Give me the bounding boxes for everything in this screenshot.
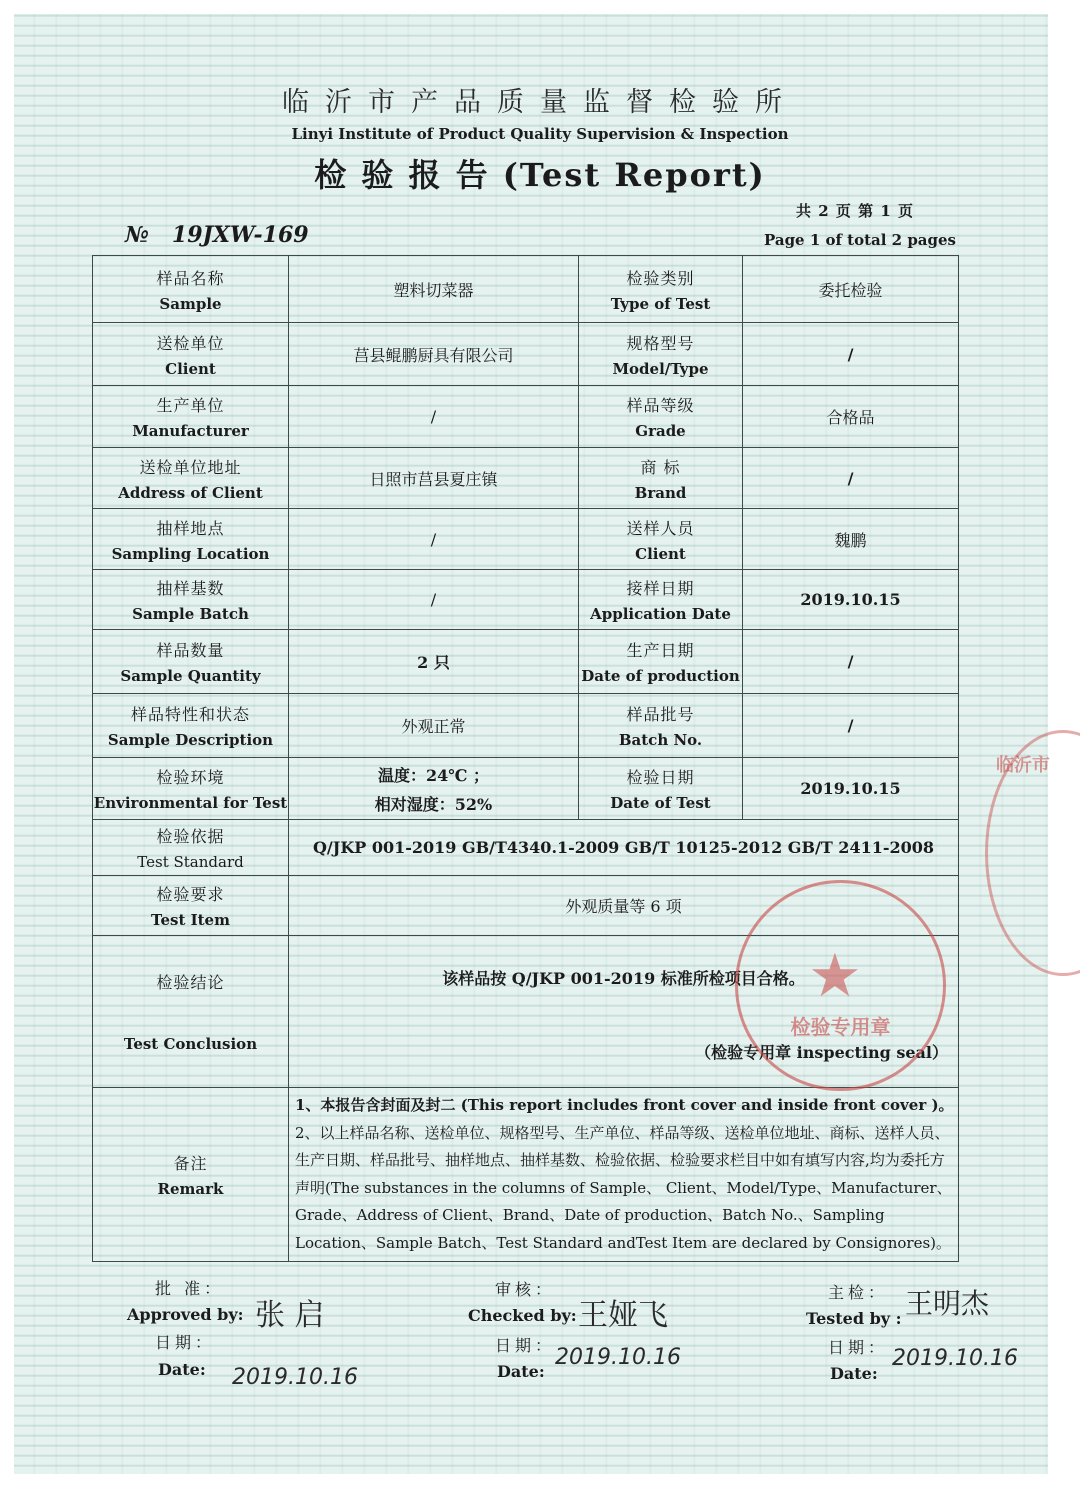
institute-name-en: Linyi Institute of Product Quality Supervision & Inspection xyxy=(291,125,789,143)
remark-line-2: 2、以上样品名称、送检单位、规格型号、生产单位、样品等级、送检单位地址、商标、送样人员、生产日期、样品批号、抽样地点、抽样基数、检验依据、检验要求栏目中如有填写内容,均为委托方声明(The substances in the columns of Sample、 Client、Model/Type、Manufacturer、Grade、Address of Client、Brand、Date of production、Batch No.、Sampling Location、Sample Batch、Test Standard andTest Item are declared by Consignores)。 xyxy=(295,1123,952,1252)
approved-date: 2019.10.16 xyxy=(232,1365,358,1390)
field-value: 魏鹏 xyxy=(743,509,959,570)
field-value: 莒县鲲鹏厨具有限公司 xyxy=(289,323,579,386)
partial-seal-text: 临沂市 xyxy=(996,755,1050,776)
field-label: 送检单位地址 Address of Client xyxy=(93,448,289,509)
tested-date-cn: 日期： xyxy=(828,1338,889,1357)
remark-line-1: 1、本报告含封面及封二 (This report includes front cover and inside front cover )。 xyxy=(295,1096,954,1114)
tested-date: 2019.10.16 xyxy=(892,1346,1018,1371)
checked-date: 2019.10.16 xyxy=(555,1345,681,1370)
humidity: 相对湿度：52% xyxy=(374,794,493,814)
temperature: 温度：24℃ ； xyxy=(377,765,489,785)
report-number xyxy=(125,222,309,248)
seal-note: （检验专用章 inspecting seal） xyxy=(695,1043,948,1062)
report-table xyxy=(92,255,959,1262)
seal-text: 检验专用章 xyxy=(790,1015,891,1039)
field-value: 日照市莒县夏庄镇 xyxy=(289,448,579,509)
field-value: 塑料切菜器 xyxy=(289,256,579,323)
field-label: 样品名称 Sample xyxy=(93,256,289,323)
field-label: 样品特性和状态 Sample Description xyxy=(93,694,289,758)
conclusion-value: 该样品按 Q/JKP 001-2019 标准所检项目合格。 xyxy=(442,969,805,988)
field-label: 接样日期 Application Date xyxy=(579,570,743,630)
report-title: 检 验 报 告 (Test Report) xyxy=(314,156,766,194)
field-value: 外观正常 xyxy=(289,694,579,758)
info-row xyxy=(93,256,959,323)
conclusion-label: 检验结论 Test Conclusion xyxy=(93,936,289,1088)
field-label: 商 标 Brand xyxy=(579,448,743,509)
checked-date-cn: 日期： xyxy=(495,1336,556,1355)
approved-label-en: Approved by: xyxy=(127,1305,244,1324)
field-value: / xyxy=(743,694,959,758)
approved-label-cn: 批 准： xyxy=(155,1279,225,1298)
field-value: 2019.10.15 xyxy=(743,570,959,630)
info-row xyxy=(93,694,959,758)
test-date-label: 检验日期 Date of Test xyxy=(579,758,743,820)
field-label: 规格型号 Model/Type xyxy=(579,323,743,386)
environment-row xyxy=(93,758,959,820)
checked-label-cn: 审核： xyxy=(495,1280,556,1299)
field-label: 抽样基数 Sample Batch xyxy=(93,570,289,630)
test-item-value: 外观质量等 6 项 xyxy=(289,876,959,936)
info-row xyxy=(93,448,959,509)
info-row xyxy=(93,386,959,448)
institute-name-cn: 临沂市产品质量监督检验所 xyxy=(282,87,798,118)
checked-label-en: Checked by: xyxy=(468,1306,577,1325)
approved-date-en: Date: xyxy=(158,1360,206,1379)
field-value: / xyxy=(743,630,959,694)
field-label: 送样人员 Client xyxy=(579,509,743,570)
tested-label-en: Tested by : xyxy=(806,1309,902,1328)
tested-date-en: Date: xyxy=(830,1364,878,1383)
field-value: 2 只 xyxy=(289,630,579,694)
standard-label: 检验依据 Test Standard xyxy=(93,820,289,876)
info-row xyxy=(93,323,959,386)
env-values xyxy=(289,758,579,820)
info-row xyxy=(93,630,959,694)
tested-signature: 王明杰 xyxy=(905,1287,990,1320)
remark-row xyxy=(93,1088,959,1262)
remark-label: 备注 Remark xyxy=(93,1088,289,1262)
info-row xyxy=(93,509,959,570)
remark-text xyxy=(289,1088,959,1262)
field-value: / xyxy=(289,386,579,448)
inspection-seal xyxy=(735,880,946,1091)
report-number-value: 19JXW-169 xyxy=(171,222,309,248)
env-label: 检验环境 Environmental for Test xyxy=(93,758,289,820)
field-value: / xyxy=(289,570,579,630)
test-item-label: 检验要求 Test Item xyxy=(93,876,289,936)
checked-signature: 王娅飞 xyxy=(578,1298,668,1333)
field-value: 合格品 xyxy=(743,386,959,448)
report-number-symbol: № xyxy=(125,222,149,248)
field-label: 样品数量 Sample Quantity xyxy=(93,630,289,694)
field-value: / xyxy=(743,448,959,509)
field-value: / xyxy=(289,509,579,570)
star-icon: ★ xyxy=(808,941,862,1011)
info-row xyxy=(93,570,959,630)
page-count-en: Page 1 of total 2 pages xyxy=(763,231,957,249)
field-label: 样品批号 Batch No. xyxy=(579,694,743,758)
field-value: 委托检验 xyxy=(743,256,959,323)
standard-value: Q/JKP 001-2019 GB/T4340.1-2009 GB/T 10125-2012 GB/T 2411-2008 xyxy=(289,820,959,876)
approved-signature: 张 启 xyxy=(255,1298,325,1333)
field-label: 生产日期 Date of production xyxy=(579,630,743,694)
page-count-cn: 共 2 页 第 1 页 xyxy=(796,202,914,220)
field-label: 生产单位 Manufacturer xyxy=(93,386,289,448)
field-label: 抽样地点 Sampling Location xyxy=(93,509,289,570)
standard-row xyxy=(93,820,959,876)
checked-date-en: Date: xyxy=(497,1362,545,1381)
tested-label-cn: 主检： xyxy=(828,1283,889,1302)
approved-date-cn: 日期： xyxy=(155,1333,216,1352)
test-date-value: 2019.10.15 xyxy=(743,758,959,820)
field-value: / xyxy=(743,323,959,386)
field-label: 检验类别 Type of Test xyxy=(579,256,743,323)
field-label: 样品等级 Grade xyxy=(579,386,743,448)
field-label: 送检单位 Client xyxy=(93,323,289,386)
